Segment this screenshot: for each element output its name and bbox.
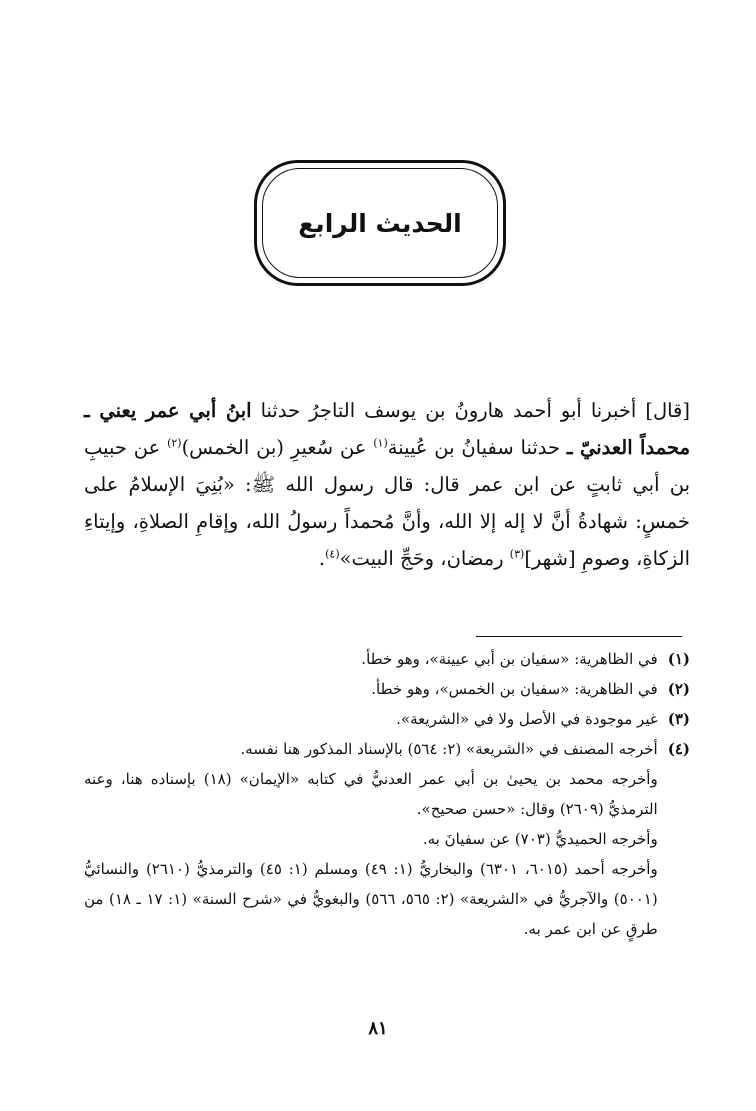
footnote-ref-2: (٢) <box>167 436 182 450</box>
footnote-2 <box>84 674 690 704</box>
hadith-text <box>84 392 690 577</box>
footnote-text: أخرجه المصنف في «الشريعة» (٢: ٥٦٤) بالإسناد المذكور هنا نفسه. <box>240 740 658 758</box>
footnote-ref-1: (١) <box>373 436 388 450</box>
chapter-title: الحديث الرابع <box>298 208 462 238</box>
footnote-4 <box>84 734 690 944</box>
footnote-number: (٤) <box>667 740 690 758</box>
title-frame-inner <box>262 168 498 278</box>
footnotes <box>84 644 690 944</box>
footnote-text: وأخرجه أحمد (٦٠١٥، ٦٣٠١) والبخاريُّ (١: ٤٩) ومسلم (١: ٤٥) والترمذيُّ (٢٦١٠) والنسائيُّ (٥٠٠١) والآجريُّ في «الشريعة» (٢: ٥٦٥، ٥٦٦) والبغويُّ في «شرح السنة» (١: ١٧ ـ ١٨) من طرقٍ عن ابن عمر به. <box>84 860 658 938</box>
isnad-continued: عن سُعيرِ (بن الخمس) <box>181 436 374 459</box>
footnote-text: غير موجودة في الأصل ولا في «الشريعة». <box>396 710 658 728</box>
footnote-text: في الظاهرية: «سفيان بن الخمس»، وهو خطأ. <box>371 680 658 698</box>
footnote-text: في الظاهرية: «سفيان بن أبي عيينة»، وهو خطأ. <box>361 650 658 668</box>
final-period: . <box>318 547 326 570</box>
footnote-ref-4: (٤) <box>325 547 340 561</box>
isnad-start: [قال] أخبرنا أبو أحمد هارونُ بن يوسف التاجرُ حدثنا <box>251 399 690 422</box>
footnote-text: وأخرجه محمد بن يحيىٰ بن أبي عمر العدنيُّ في كتابه «الإيمان» (١٨) بإسناده هنا، وعنه الترمذيُّ (٢٦٠٩) وقال: «حسن صحيح». <box>84 770 658 818</box>
footnote-ref-3: (٣) <box>509 547 525 561</box>
matn-end: رمضان، وحَجِّ البيت» <box>339 547 510 570</box>
footnote-1 <box>84 644 690 674</box>
footnote-number: (١) <box>667 650 690 668</box>
hadith-paragraph <box>84 392 690 577</box>
narrator-bold: ابنُ أبي عمر يعني ـ محمداً العدنيّ ـ <box>84 399 691 459</box>
footnote-number: (٢) <box>667 680 690 698</box>
footnote-3 <box>84 704 690 734</box>
footnote-separator <box>476 636 682 637</box>
matn-text: عن حبيبِ بن أبي ثابتٍ عن ابن عمر قال: قال رسول الله ﷺ: «بُنِيَ الإسلامُ على خمسٍ: شهادةُ أنَّ لا إله إلا الله، وأنَّ مُحمداً رسولُ الله، وإقامِ الصلاةِ، وإيتاءِ الزكاةِ، وصومِ [شهر] <box>84 436 690 570</box>
page-number: ٨١ <box>368 1018 388 1039</box>
isnad-middle: حدثنا سفيانُ بن عُيينة <box>387 436 567 459</box>
footnote-text: وأخرجه الحميديُّ (٧٠٣) عن سفيانَ به. <box>422 830 658 848</box>
footnote-number: (٣) <box>667 710 690 728</box>
